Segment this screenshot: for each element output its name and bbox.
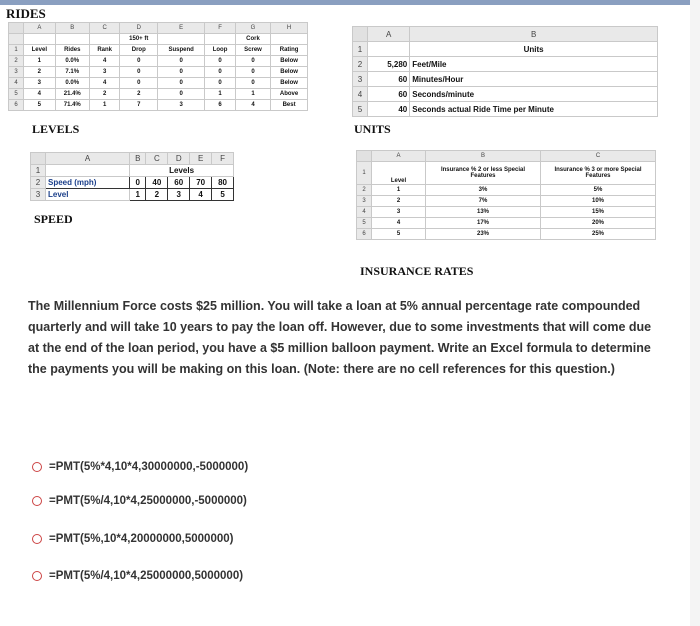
table-row: 3 Level 1 2 3 4 5	[31, 189, 234, 201]
table-row: 1 Level Rides Rank Drop Suspend Loop Screw Rating	[9, 45, 308, 56]
table-row: 5 4 17% 20%	[357, 218, 656, 229]
units-table: A B 1 Units 2 5,280 Feet/Mile 3 60 Minutes/Hour 4 60 Seconds/minute 5 40 Seconds actual Ride Time per Minute	[352, 26, 658, 117]
col-header: H	[271, 23, 308, 34]
option-label: =PMT(5%*4,10*4,30000000,-5000000)	[49, 461, 249, 473]
speed-table: A B C D E F 1 Levels 2 Speed (mph) 0 40 60 70 80 3 Level 1 2 3 4 5	[30, 152, 234, 201]
table-row: 2 Speed (mph) 0 40 60 70 80	[31, 177, 234, 189]
right-edge	[690, 0, 700, 626]
insurance-table: A B C 1 Level Insurance % 2 or less Special Features Insurance % 3 or more Special Features 2 1 3% 5% 3 2 7% 10% 4 3 13% 15% 5 4 17% 20% 6 5 23% 25%	[356, 150, 656, 240]
table-row: 1 Levels	[31, 165, 234, 177]
answer-option-4[interactable]	[32, 566, 243, 586]
col-header: F	[205, 23, 236, 34]
table-row: 4 3 13% 15%	[357, 207, 656, 218]
table-row: 3 2 7.1% 3 0 0 0 0 Below	[9, 67, 308, 78]
insurance-label: INSURANCE RATES	[360, 264, 474, 278]
answer-option-1[interactable]	[32, 457, 248, 477]
option-label: =PMT(5%/4,10*4,25000000,5000000)	[49, 570, 244, 582]
radio-icon[interactable]	[32, 534, 42, 544]
question-text: The Millennium Force costs $25 million. You will take a loan at 5% annual percentage rate compounded quarterly and will take 10 years to pay the loan off. However, due to some investments that will come due at the end of the loan period, you have a $5 million balloon payment. Write an Excel formula to determine the payments you will be making on this loan. (Note: there are no cell references for this question.)	[28, 299, 652, 376]
units-label: UNITS	[354, 122, 391, 136]
rides-table	[8, 22, 308, 111]
answer-option-3[interactable]	[32, 529, 233, 549]
rides-caption: RIDES	[6, 6, 46, 21]
table-row: 1 Level Insurance % 2 or less Special Features Insurance % 3 or more Special Features	[357, 162, 656, 185]
col-header: B	[55, 23, 89, 34]
table-row: 6 5 71.4% 1 7 3 6 4 Best	[9, 100, 308, 111]
table-row: 3 60 Minutes/Hour	[353, 72, 658, 87]
radio-icon[interactable]	[32, 462, 42, 472]
table-row: 2 5,280 Feet/Mile	[353, 57, 658, 72]
table-row: 6 5 23% 25%	[357, 229, 656, 240]
table-row: 3 2 7% 10%	[357, 196, 656, 207]
radio-icon[interactable]	[32, 496, 42, 506]
top-bar	[0, 0, 700, 5]
table-row: 5 40 Seconds actual Ride Time per Minute	[353, 102, 658, 117]
corner-cell	[9, 23, 24, 34]
table-row: 4 60 Seconds/minute	[353, 87, 658, 102]
speed-label: SPEED	[34, 212, 73, 226]
col-header: C	[89, 23, 120, 34]
table-row: 2 1 3% 5%	[357, 185, 656, 196]
option-label: =PMT(5%,10*4,20000000,5000000)	[49, 533, 234, 545]
levels-label: LEVELS	[32, 122, 80, 136]
col-header: E	[158, 23, 205, 34]
answer-option-2[interactable]	[32, 491, 247, 511]
option-label: =PMT(5%/4,10*4,25000000,-5000000)	[49, 495, 247, 507]
col-header: A	[24, 23, 56, 34]
radio-icon[interactable]	[32, 571, 42, 581]
table-row: 2 1 0.0% 4 0 0 0 0 Below	[9, 56, 308, 67]
table-row: 5 4 21.4% 2 2 0 1 1 Above	[9, 89, 308, 100]
table-row: 4 3 0.0% 4 0 0 0 0 Below	[9, 78, 308, 89]
col-header: D	[120, 23, 158, 34]
table-row: 1 Units	[353, 42, 658, 57]
col-header: G	[235, 23, 270, 34]
table-row: 150+ ft Cork	[9, 34, 308, 45]
